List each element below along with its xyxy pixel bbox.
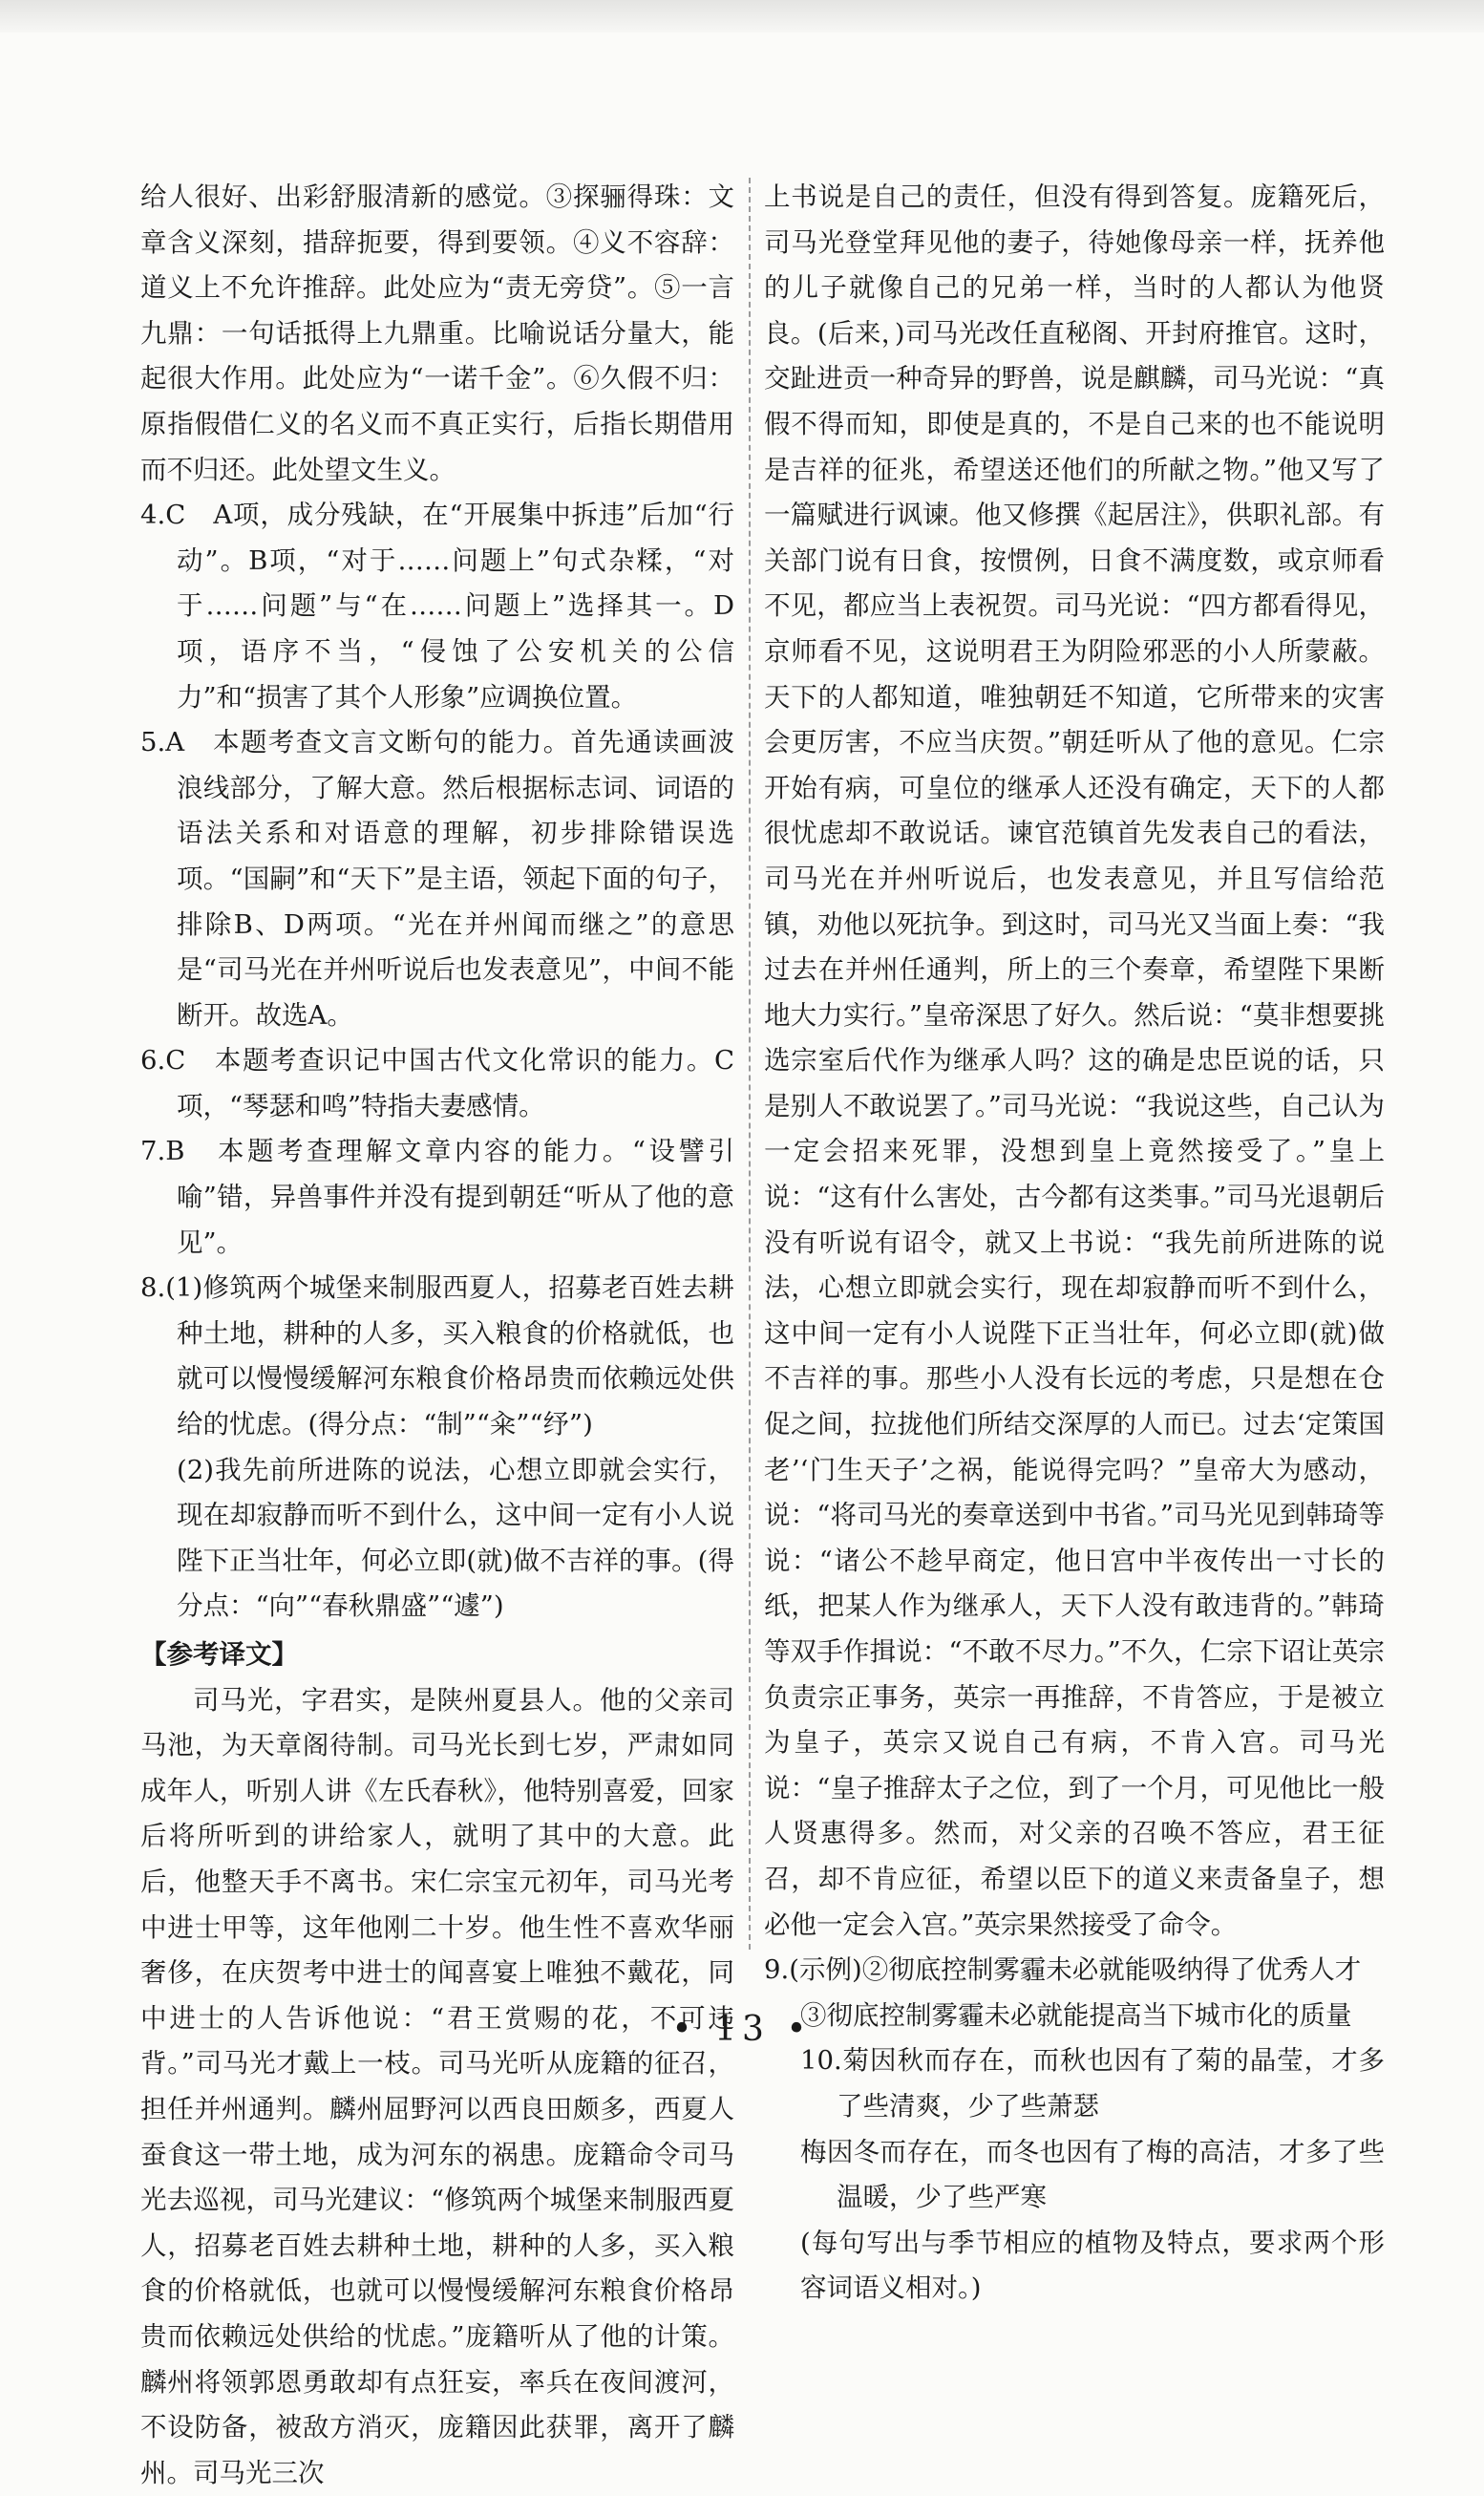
- answer-6: 6.C 本题考查识记中国古代文化常识的能力。C项，“琴瑟和鸣”特指夫妻感情。: [140, 1045, 734, 1121]
- answer-4: 4.C A项，成分残缺，在“开展集中拆违”后加“行动”。B项，“对于……问题上”句式杂糅，“对于……问题”与“在……问题上”选择其一。D项，语序不当，“侵蚀了公安机关的公信力”和“损害了其个人形象”应调换位置。: [140, 500, 734, 713]
- answer-5: 5.A 本题考查文言文断句的能力。首先通读画波浪线部分，了解大意。然后根据标志词、词语的语法关系和对语意的理解，初步排除错误选项。“国嗣”和“天下”是主语，领起下面的句子，排除B、D两项。“光在并州闻而继之”的意思是“司马光在并州听说后也发表意见”，中间不能断开。故选A。: [140, 727, 734, 1031]
- answer-8-part-1: 8.(1)修筑两个城堡来制服西夏人，招募老百姓去耕种土地，耕种的人多，买入粮食的价格就低，也就可以慢慢缓解河东粮食价格昂贵而依赖远处供给的忧虑。(得分点：“制”“籴”“纾”): [140, 1272, 734, 1440]
- answer-9-line-2: ③彻底控制雾霾未必就能提高当下城市化的质量: [800, 1999, 1352, 2031]
- answer-10-line-2: 梅因冬而存在，而冬也因有了梅的高洁，才多了些温暖，少了些严寒: [800, 2136, 1385, 2213]
- answer-7: 7.B 本题考查理解文章内容的能力。“设譬引喻”错，异兽事件并没有提到朝廷“听从了他的意见”。: [140, 1136, 734, 1258]
- page-number: • 13 •: [671, 2010, 813, 2049]
- answer-8-part-2: (2)我先前所进陈的说法，心想立即就会实行，现在却寂静而听不到什么，这中间一定有小人说陛下正当壮年，何必立即(就)做不吉祥的事。(得分点：“向”“春秋鼎盛”“遽”): [177, 1454, 734, 1622]
- scan-top-edge: [0, 0, 1484, 32]
- right-column: [764, 175, 1385, 2312]
- translation-text-part-2: 上书说是自己的责任，但没有得到答复。庞籍死后，司马光登堂拜见他的妻子，待她像母亲一样，抚养他的儿子就像自己的兄弟一样，当时的人都认为他贤良。(后来，)司马光改任直秘阁、开封府推官。这时，交趾进贡一种奇异的野兽，说是麒麟，司马光说：“真假不得而知，即使是真的，不是自己来的也不能说明是吉祥的征兆，希望送还他们的所献之物。”他又写了一篇赋进行讽谏。他又修撰《起居注》，供职礼部。有关部门说有日食，按惯例，日食不满度数，或京师看不见，都应当上表祝贺。司马光说：“四方都看得见，京师看不见，这说明君王为阴险邪恶的小人所蒙蔽。天下的人都知道，唯独朝廷不知道，它所带来的灾害会更厉害，不应当庆贺。”朝廷听从了他的意见。仁宗开始有病，可皇位的继承人还没有确定，天下的人都很忧虑却不敢说话。谏官范镇首先发表自己的看法，司马光在并州听说后，也发表意见，并且写信给范镇，劝他以死抗争。到这时，司马光又当面上奏：“我过去在并州任通判，所上的三个奏章，希望陛下果断地大力实行。”皇帝深思了好久。然后说：“莫非想要挑选宗室后代作为继承人吗？这的确是忠臣说的话，只是别人不敢说罢了。”司马光说：“我说这些，自己认为一定会招来死罪，没想到皇上竟然接受了。”皇上说：“这有什么害处，古今都有这类事。”司马光退朝后没有听说有诏令，就又上书说：“我先前所进陈的说法，心想立即就会实行，现在却寂静而听不到什么，这中间一定有小人说陛下正当壮年，何必立即(就)做不吉祥的事。那些小人没有长远的考虑，只是想在仓促之间，拉拢他们所结交深厚的人而已。过去‘定策国老’‘门生天子’之祸，能说得完吗？”皇帝大为感动，说：“将司马光的奏章送到中书省。”司马光见到韩琦等说：“诸公不趁早商定，他日宫中半夜传出一寸长的纸，把某人作为继承人，天下人没有敢违背的。”韩琦等双手作揖说：“不敢不尽力。”不久，仁宗下诏让英宗负责宗正事务，英宗一再推辞，不肯答应，于是被立为皇子，英宗又说自己有病，不肯入宫。司马光说：“皇子推辞太子之位，到了一个月，可见他比一般人贤惠得多。然而，对父亲的召唤不答应，君王征召，却不肯应征，希望以臣下的道义来责备皇子，想必他一定会入宫。”英宗果然接受了命令。: [764, 181, 1385, 1940]
- translation-text-part-1: 司马光，字君实，是陕州夏县人。他的父亲司马池，为天章阁待制。司马光长到七岁，严肃如同成年人，听别人讲《左氏春秋》，他特别喜爱，回家后将所听到的讲给家人，就明了其中的大意。此后，他整天手不离书。宋仁宗宝元初年，司马光考中进士甲等，这年他刚二十岁。他生性不喜欢华丽奢侈，在庆贺考中进士的闻喜宴上唯独不戴花，同中进士的人告诉他说：“君王赏赐的花，不可违背。”司马光才戴上一枝。司马光听从庞籍的征召，担任并州通判。麟州屈野河以西良田颇多，西夏人蚕食这一带土地，成为河东的祸患。庞籍命令司马光去巡视，司马光建议：“修筑两个城堡来制服西夏人，招募老百姓去耕种土地，耕种的人多，买入粮食的价格就低，也就可以慢慢缓解河东粮食价格昂贵而依赖远处供给的忧虑。”庞籍听从了他的计策。麟州将领郭恩勇敢却有点狂妄，率兵在夜间渡河，不设防备，被敌方消灭，庞籍因此获罪，离开了麟州。司马光三次: [140, 1684, 734, 2488]
- answer-10-note: (每句写出与季节相应的植物及特点，要求两个形容词语义相对。): [800, 2227, 1385, 2304]
- answer-10-line-1: 10.菊因秋而存在，而秋也因有了菊的晶莹，才多了些清爽，少了些萧瑟: [800, 2045, 1385, 2122]
- column-divider: [749, 178, 751, 1950]
- left-column: [140, 175, 734, 2496]
- answer-9-line-1: 9.(示例)②彻底控制雾霾未必就能吸纳得了优秀人才: [764, 1954, 1362, 1986]
- reference-translation-heading: 【参考译文】: [140, 1639, 298, 1670]
- answer-3-continuation: 给人很好、出彩舒服清新的感觉。③探骊得珠：文章含义深刻，措辞扼要，得到要领。④义不容辞：道义上不允许推辞。此处应为“责无旁贷”。⑤一言九鼎：一句话抵得上九鼎重。比喻说话分量大，能起很大作用。此处应为“一诺千金”。⑥久假不归：原指假借仁义的名义而不真正实行，后指长期借用而不归还。此处望文生义。: [140, 181, 734, 485]
